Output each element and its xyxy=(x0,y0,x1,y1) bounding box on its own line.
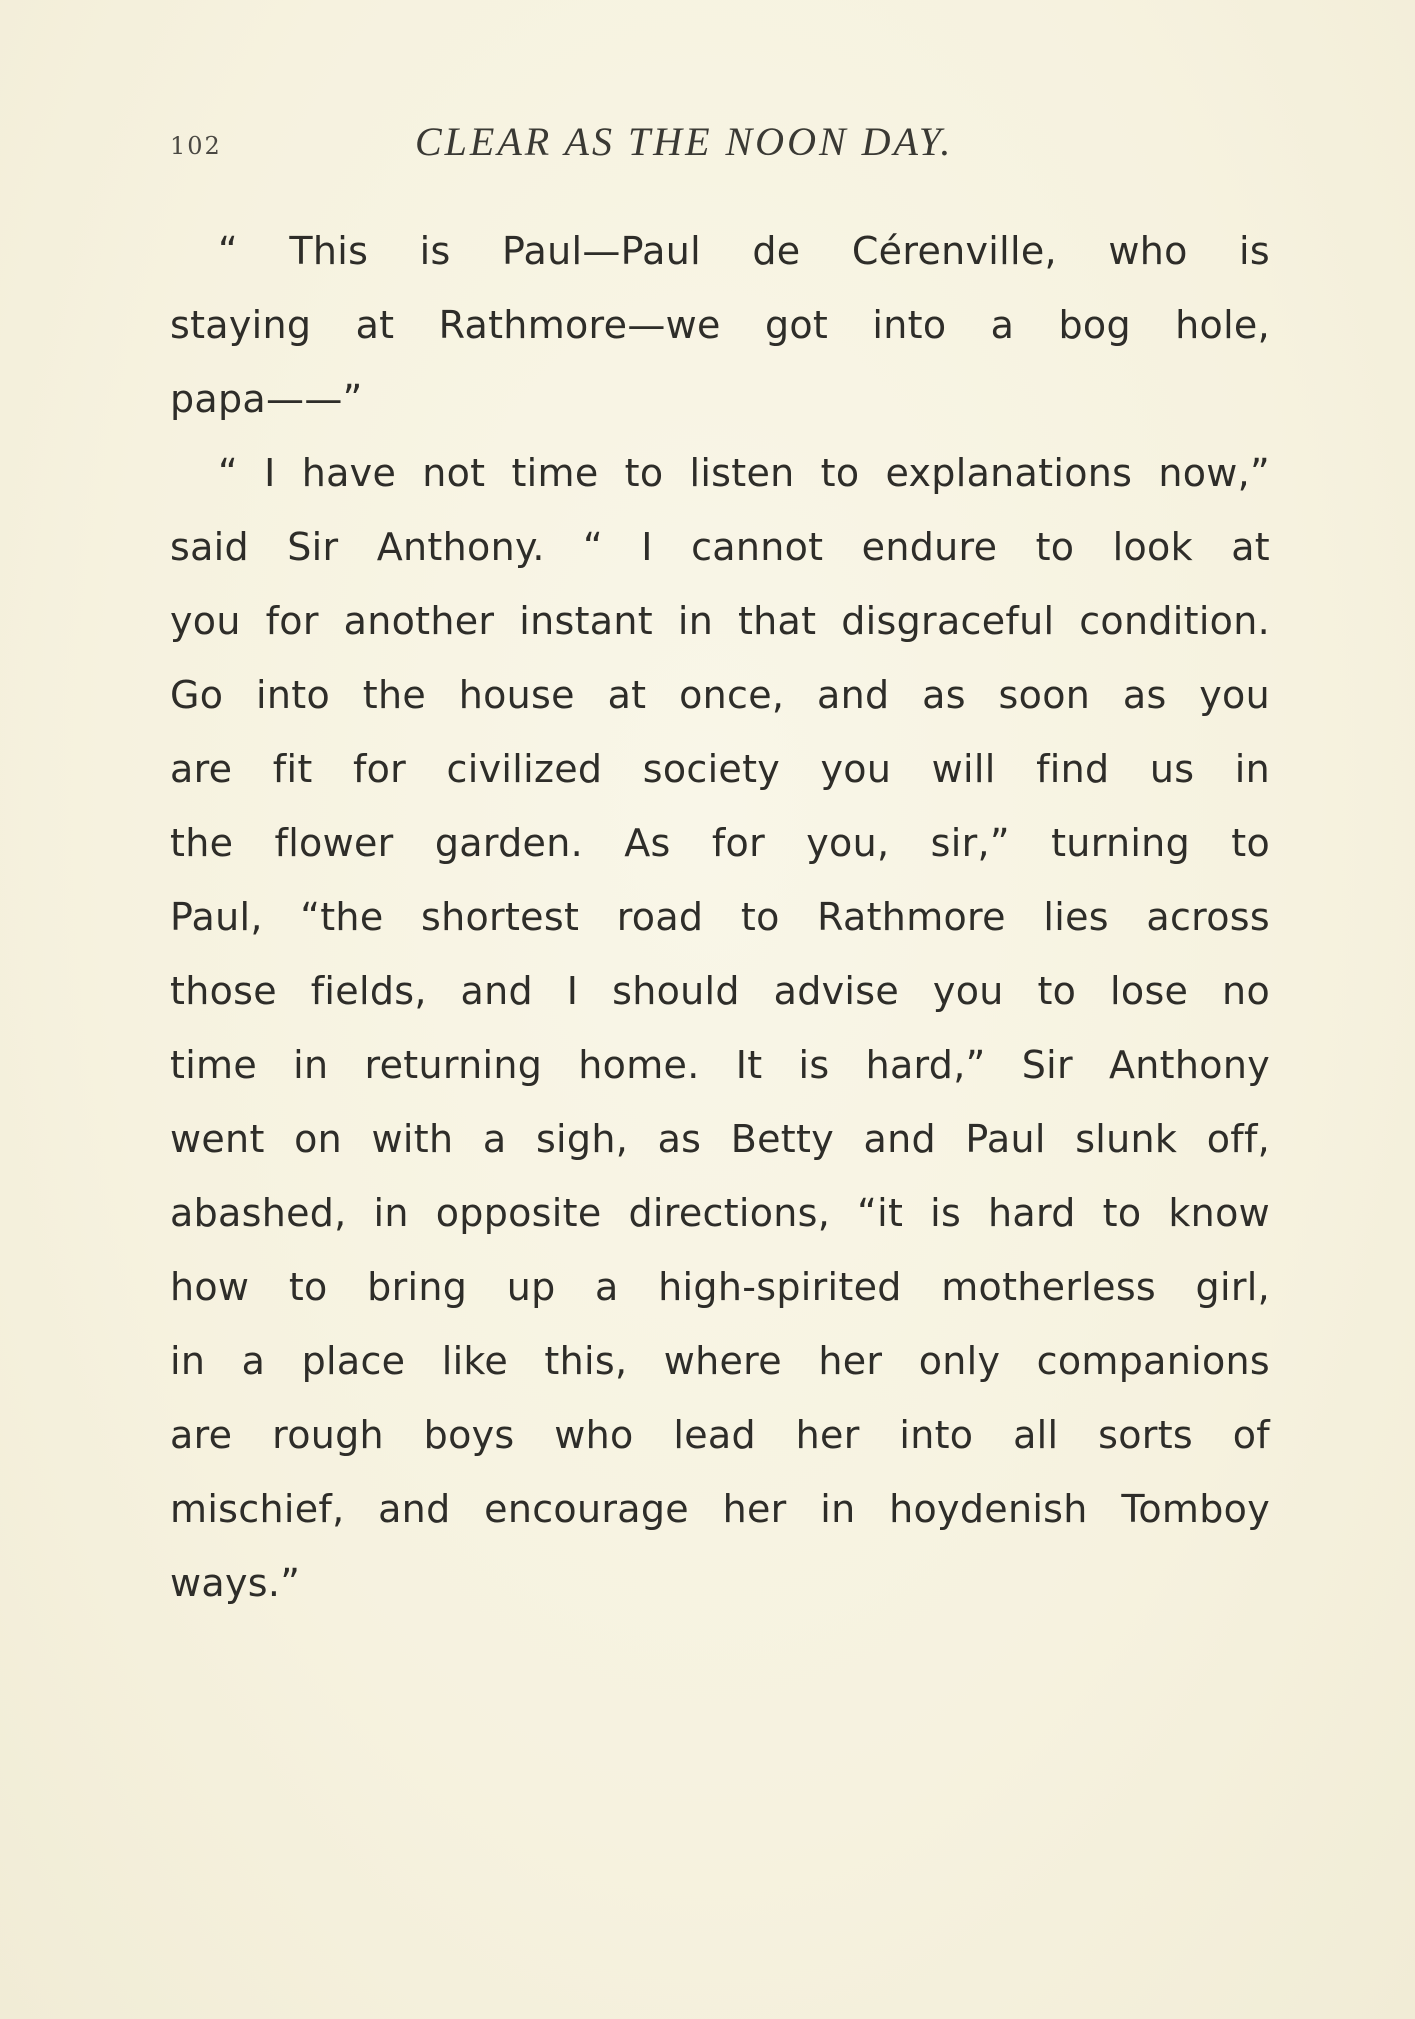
text-line: staying at Rathmore—we got into a bog hole, xyxy=(170,303,1270,347)
text-line: Go into the house at once, and as soon as you xyxy=(170,673,1270,717)
text-line: in a place like this, where her only companions xyxy=(170,1339,1270,1383)
text-line: abashed, in opposite directions, “it is hard to know xyxy=(170,1191,1270,1235)
text-line: Paul, “the shortest road to Rathmore lies across xyxy=(170,895,1270,939)
text-line: those fields, and I should advise you to lose no xyxy=(170,969,1270,1013)
text-line: mischief, and encourage her in hoydenish Tomboy xyxy=(170,1487,1270,1531)
text-line: said Sir Anthony. “ I cannot endure to look at xyxy=(170,525,1270,569)
text-line: went on with a sigh, as Betty and Paul slunk off, xyxy=(170,1117,1270,1161)
text-line: are fit for civilized society you will find us in xyxy=(170,747,1270,791)
text-line: “ This is Paul—Paul de Cérenville, who is xyxy=(218,229,1270,273)
running-title: CLEAR AS THE NOON DAY. xyxy=(415,119,954,164)
text-line: ways.” xyxy=(170,1561,301,1605)
text-line: are rough boys who lead her into all sorts of xyxy=(170,1413,1270,1457)
text-line: you for another instant in that disgraceful condition. xyxy=(170,599,1270,643)
page-number: 102 xyxy=(170,132,222,160)
text-line: the flower garden. As for you, sir,” turning to xyxy=(170,821,1270,865)
text-line: papa——” xyxy=(170,377,363,421)
body-text xyxy=(170,214,1270,1620)
text-line: time in returning home. It is hard,” Sir Anthony xyxy=(170,1043,1270,1087)
text-line: how to bring up a high-spirited motherless girl, xyxy=(170,1265,1270,1309)
text-line: “ I have not time to listen to explanations now,” xyxy=(218,451,1270,495)
page-header xyxy=(170,118,1270,178)
